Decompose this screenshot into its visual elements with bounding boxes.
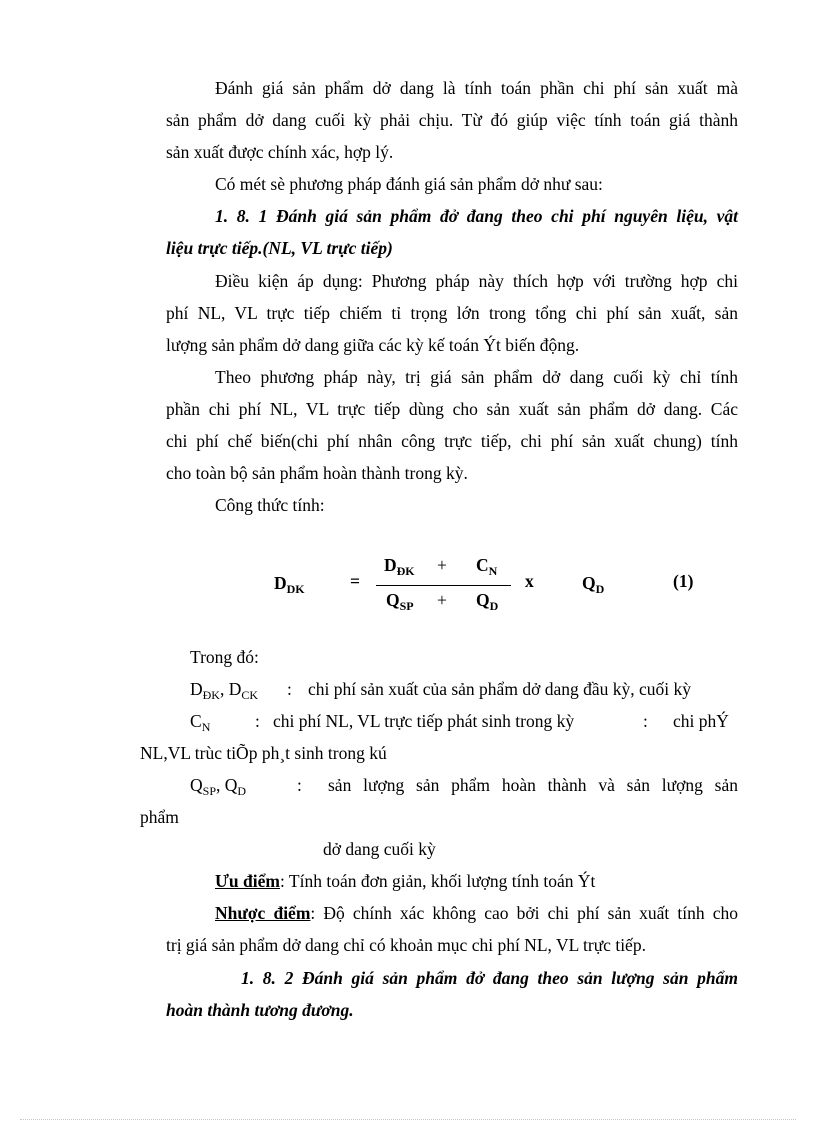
paragraph-3-line-1: Điều kiện áp dụng: Phương pháp này thích hợp với trường hợp chi bbox=[215, 271, 738, 291]
paragraph-3-line-2: phí NL, VL trực tiếp chiếm tỉ trọng lớn trong tổng chi phí sản xuất, sản bbox=[166, 303, 738, 323]
formula-lhs: $D_{DK}$ bbox=[274, 573, 305, 596]
definition-d-colon: : bbox=[287, 679, 292, 699]
heading-1-8-1-line-1: 1. 8. 1 Đánh giá sản phẩm đở đang theo chi phí nguyên liệu, vật bbox=[215, 206, 738, 226]
formula-denominator-plus: + bbox=[437, 590, 447, 610]
disadvantages-label: Nhược điểm bbox=[215, 903, 311, 923]
advantages-line bbox=[215, 870, 595, 892]
paragraph-1-line-3: sản xuất được chính xác, hợp lý. bbox=[166, 142, 394, 162]
heading-1-8-1-line-2: liệu trực tiếp.(NL, VL trực tiếp) bbox=[166, 238, 393, 258]
definition-c-colon: : bbox=[255, 711, 260, 731]
definition-q-continuation: phẩm bbox=[140, 807, 179, 827]
definition-q-continuation-2: dở dang cuối kỳ bbox=[323, 839, 436, 859]
formula-denominator-b: $Q_D$ bbox=[476, 590, 499, 613]
disadvantages-text: : Độ chính xác không cao bởi chi phí sản xuất tính cho bbox=[310, 903, 738, 923]
definition-q-colon: : bbox=[297, 775, 302, 795]
definition-d-text: chi phí sản xuất của sản phẩm dở dang đầu kỳ, cuối kỳ bbox=[308, 679, 691, 699]
advantages-text: : Tính toán đơn giản, khối lượng tính toán Ýt bbox=[279, 871, 596, 891]
definition-q-symbol: $Q_{SP}$, $Q_D$ bbox=[190, 775, 247, 798]
formula-numerator-b: $C_N$ bbox=[476, 555, 498, 578]
formula-numerator-plus: + bbox=[437, 555, 447, 575]
paragraph-4-line-3: chi phí chế biến(chi phí nhân công trực tiếp, chi phí sản xuất chung) tính bbox=[166, 431, 738, 451]
paragraph-3-line-3: lượng sản phẩm dở dang giữa các kỳ kế toán Ýt biến động. bbox=[166, 335, 580, 355]
paragraph-4-line-2: phần chi phí NL, VL trực tiếp dùng cho sản xuất sản phẩm dở dang. Các bbox=[166, 399, 738, 419]
definition-d-symbol: $D_{ĐK}$, $D_{CK}$ bbox=[190, 679, 259, 702]
formula-equals: = bbox=[350, 571, 360, 591]
paragraph-5: Công thức tính: bbox=[215, 495, 325, 515]
definition-c-symbol: $C_N$ bbox=[190, 711, 211, 734]
definition-c-colon-2: : bbox=[643, 711, 648, 731]
definition-c-text: chi phí NL, VL trực tiếp phát sinh trong kỳ bbox=[273, 711, 575, 731]
definition-c-text-2: chi phÝ bbox=[673, 711, 729, 731]
formula-denominator-a: $Q_{SP}$ bbox=[386, 590, 414, 613]
advantages-label: Ưu điểm bbox=[215, 871, 280, 891]
heading-1-8-2-line-1: 1. 8. 2 Đánh giá sản phẩm đở đang theo sản lượng sản phẩm bbox=[241, 968, 738, 988]
disadvantages-line-2: trị giá sản phẩm dở dang chỉ có khoản mục chi phí NL, VL trực tiếp. bbox=[166, 935, 646, 955]
formula-number: (1) bbox=[673, 571, 694, 591]
paragraph-2: Có mét sè phương pháp đánh giá sản phẩm dở như sau: bbox=[215, 174, 603, 194]
definition-c-continuation: NL,VL trùc tiÕp ph¸t sinh trong kú bbox=[140, 743, 387, 763]
where-label: Trong đó: bbox=[190, 647, 259, 667]
page-bottom-divider bbox=[20, 1119, 796, 1120]
paragraph-4-line-1: Theo phương pháp này, trị giá sản phẩm dở dang cuối kỳ chỉ tính bbox=[215, 367, 738, 387]
paragraph-1-line-1: Đánh giá sản phẩm dở dang là tính toán phần chi phí sản xuất mà bbox=[215, 78, 738, 98]
formula-rhs: $Q_D$ bbox=[582, 573, 605, 596]
paragraph-1-line-2: sản phẩm dở dang cuối kỳ phải chịu. Từ đó giúp việc tính toán giá thành bbox=[166, 110, 738, 130]
heading-1-8-2-line-2: hoàn thành tương đương. bbox=[166, 1000, 354, 1020]
formula-times: x bbox=[525, 571, 534, 591]
disadvantages-line bbox=[215, 902, 738, 924]
paragraph-4-line-4: cho toàn bộ sản phẩm hoàn thành trong kỳ. bbox=[166, 463, 468, 483]
formula-numerator-a: $D_{ĐK}$ bbox=[384, 555, 415, 578]
formula-fraction-bar bbox=[376, 585, 511, 586]
definition-q-text: sản lượng sản phẩm hoàn thành và sản lượng sản bbox=[328, 775, 738, 795]
